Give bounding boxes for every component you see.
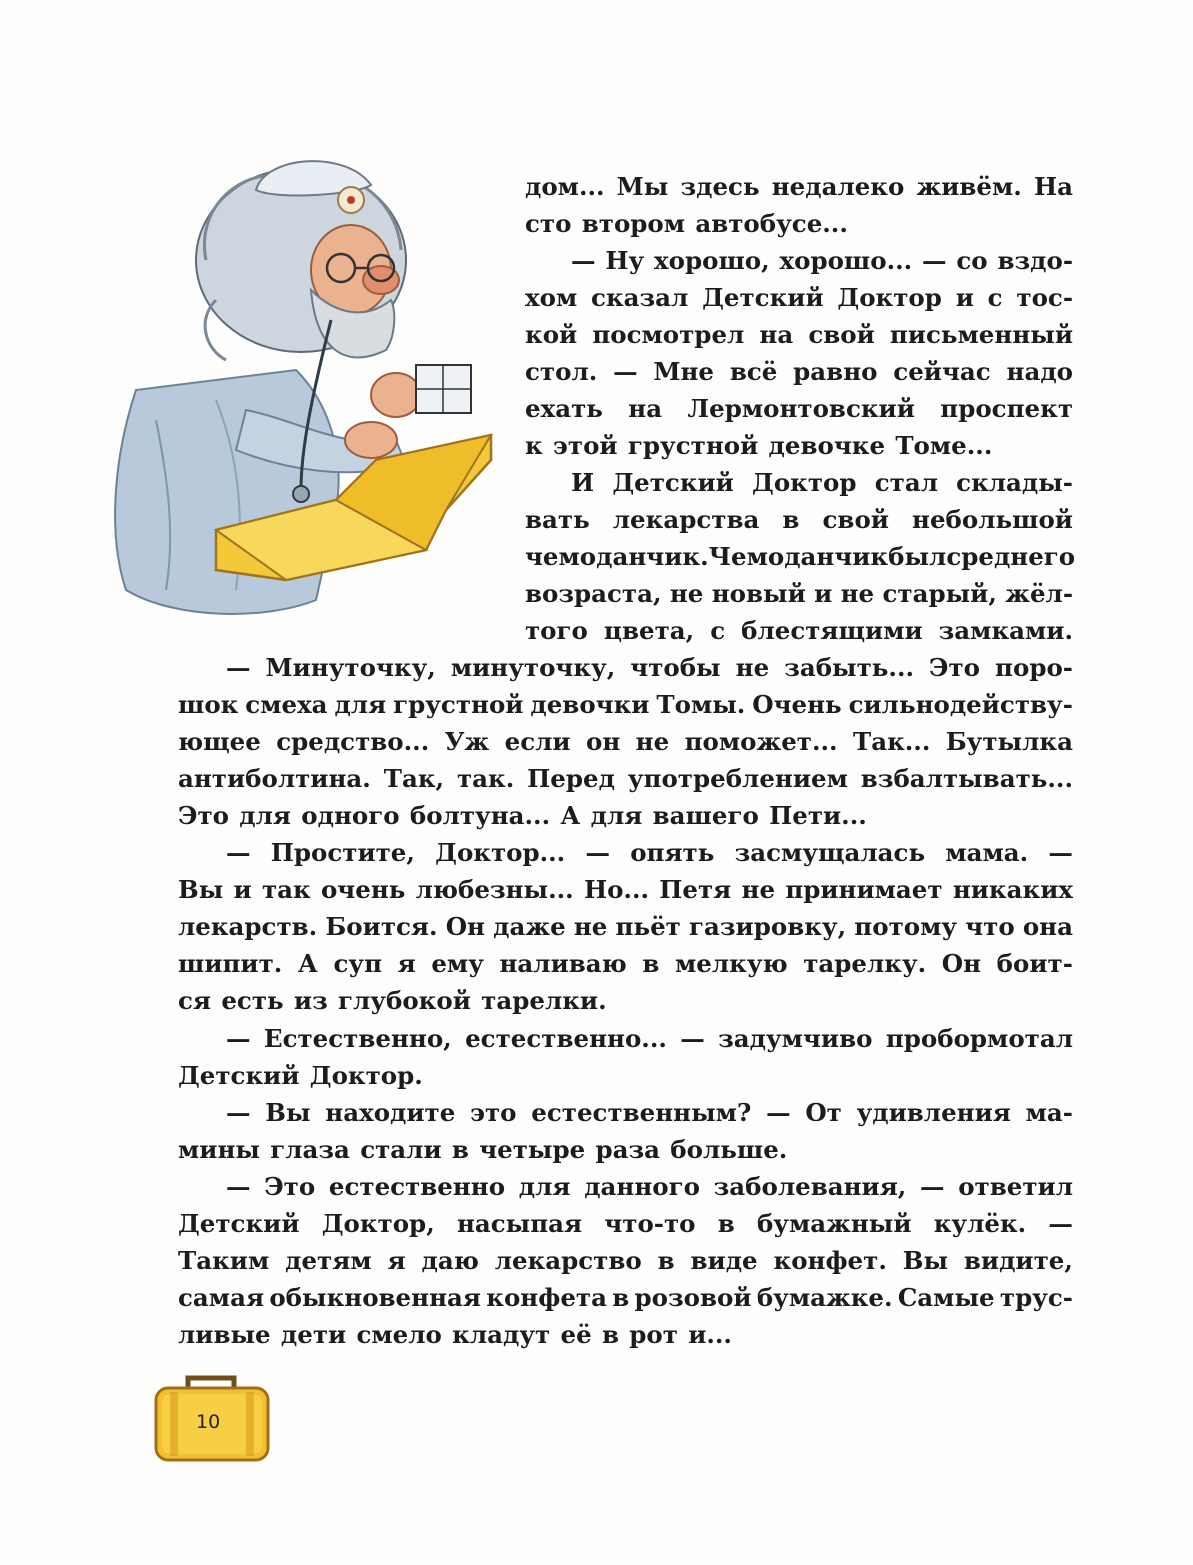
word: Очень — [752, 690, 842, 719]
word: замками. — [938, 616, 1073, 645]
word: даю — [421, 1246, 479, 1275]
word: вать — [525, 505, 590, 534]
word: не — [669, 579, 704, 608]
word: в — [601, 1320, 619, 1349]
word: конфета — [486, 1283, 607, 1312]
text-line — [525, 206, 1073, 242]
word: не — [635, 727, 670, 756]
word: Чемоданчик — [708, 542, 889, 571]
word: грустной — [393, 690, 524, 719]
word: не — [741, 875, 776, 904]
word: задумчиво — [718, 1024, 873, 1053]
word: Доктор... — [435, 838, 566, 867]
word: — — [226, 1024, 251, 1053]
word: в — [717, 1209, 735, 1238]
word: опять — [630, 838, 715, 867]
word: Минуточку, — [265, 653, 436, 682]
word: ющее — [178, 727, 261, 756]
word: естественно — [328, 1172, 506, 1201]
word: шок — [178, 690, 239, 719]
text-line — [226, 1095, 1073, 1131]
word: поможет... — [684, 727, 838, 756]
word: был — [888, 542, 947, 571]
word: в — [657, 1246, 675, 1275]
word: того — [525, 616, 588, 645]
word: цвета, — [603, 616, 695, 645]
word: Вы — [178, 875, 224, 904]
text-line — [178, 909, 1073, 945]
word: Так... — [852, 727, 931, 756]
word: что — [965, 912, 1015, 941]
word: девочки — [530, 690, 650, 719]
word: детям — [285, 1246, 372, 1275]
word: тарелку. — [803, 949, 927, 978]
word: Он — [941, 949, 982, 978]
word: старый, — [882, 579, 997, 608]
word: это — [470, 1098, 517, 1127]
text-line — [525, 317, 1073, 353]
word: кой — [525, 320, 578, 349]
word: лекарств. — [178, 912, 318, 941]
text-line — [571, 465, 1073, 501]
word: бумажке. — [756, 1283, 893, 1312]
word: втором — [581, 209, 686, 238]
word: самая — [178, 1283, 265, 1312]
word: — — [680, 1024, 705, 1053]
word: в — [782, 505, 800, 534]
text-line — [525, 280, 1073, 316]
word: хом — [525, 283, 578, 312]
word: На — [1033, 172, 1073, 201]
word: обыкновенная — [269, 1283, 481, 1312]
word: потому — [854, 912, 958, 941]
word: он — [585, 727, 621, 756]
word: Мне — [653, 357, 715, 386]
word: новый — [711, 579, 806, 608]
word: Томы. — [656, 690, 746, 719]
word: — — [766, 1098, 791, 1127]
word: ехать — [525, 394, 603, 423]
word: ся — [178, 986, 212, 1015]
word: ма- — [1025, 1098, 1073, 1127]
word: тарелки. — [481, 986, 607, 1015]
word: Перед — [527, 764, 615, 793]
word: здесь — [680, 172, 760, 201]
word: Доктор — [752, 468, 857, 497]
word: заболевания, — [713, 1172, 907, 1201]
word: Самые — [897, 1283, 995, 1312]
word: И — [571, 468, 595, 497]
word: бумажный — [756, 1209, 912, 1238]
word: тос- — [1016, 283, 1073, 312]
word: суп — [333, 949, 383, 978]
word: склады- — [956, 468, 1073, 497]
word: Боится. — [325, 912, 438, 941]
word: хорошо, — [654, 246, 770, 275]
word: — — [613, 357, 638, 386]
word: небольшой — [912, 505, 1073, 534]
word: хорошо... — [779, 246, 913, 275]
text-line — [226, 1169, 1073, 1205]
word: смело — [356, 1320, 442, 1349]
text-line — [178, 687, 1073, 723]
word: для — [334, 690, 387, 719]
word: А — [297, 949, 318, 978]
word: мины — [178, 1135, 260, 1164]
word: посмотрел — [592, 320, 745, 349]
text-line — [178, 1206, 1073, 1242]
word: Томе... — [895, 431, 993, 460]
word: больше. — [670, 1135, 788, 1164]
text-line — [178, 872, 1073, 908]
word: поро- — [995, 653, 1073, 682]
word: дети — [280, 1320, 347, 1349]
text-line — [226, 1021, 1073, 1057]
word: газировку, — [689, 912, 847, 941]
text-line — [525, 613, 1073, 649]
word: Так, — [383, 764, 445, 793]
word: видите, — [963, 1246, 1073, 1275]
word: боит- — [996, 949, 1073, 978]
word: для — [590, 801, 643, 830]
word: сильнодейству- — [848, 690, 1073, 719]
word: любезны... — [415, 875, 574, 904]
word: она — [1022, 912, 1073, 941]
word: пробормотал — [885, 1024, 1073, 1053]
word: Ну — [605, 246, 645, 275]
word: пьёт — [615, 912, 681, 941]
word: я — [397, 949, 416, 978]
text-line — [178, 1058, 1073, 1094]
word: Детский — [178, 1061, 300, 1090]
word: ливые — [178, 1320, 271, 1349]
word: ему — [431, 949, 484, 978]
word: письменный — [889, 320, 1073, 349]
word: Петя — [659, 875, 732, 904]
word: с — [710, 616, 726, 645]
word: стал — [874, 468, 938, 497]
word: недалеко — [771, 172, 905, 201]
word: Это — [929, 653, 981, 682]
word: если — [504, 727, 571, 756]
word: стол. — [525, 357, 598, 386]
word: шипит. — [178, 949, 283, 978]
word: так. — [456, 764, 515, 793]
word: Простите, — [270, 838, 415, 867]
word: болтуна... — [409, 801, 551, 830]
word: для — [239, 801, 292, 830]
word: всё — [729, 357, 778, 386]
word: Таким — [178, 1246, 270, 1275]
word: наливаю — [499, 949, 627, 978]
word: находите — [325, 1098, 456, 1127]
word: смеха — [245, 690, 328, 719]
word: розовой — [634, 1283, 752, 1312]
word: автобусе... — [695, 209, 848, 238]
word: не — [735, 653, 770, 682]
word: со — [956, 246, 988, 275]
word: — — [571, 246, 596, 275]
word: не — [573, 912, 608, 941]
word: А — [560, 801, 581, 830]
word: лекарства — [612, 505, 760, 534]
text-line — [525, 169, 1073, 205]
word: возраста, — [525, 579, 662, 608]
word: кулёк. — [933, 1209, 1027, 1238]
word: Бутылка — [945, 727, 1073, 756]
word: свой — [808, 320, 875, 349]
text-line — [525, 428, 1073, 464]
word: стали — [360, 1135, 442, 1164]
word: забыть... — [784, 653, 914, 682]
word: с — [987, 283, 1003, 312]
text-line — [525, 354, 1073, 390]
word: вашего — [652, 801, 759, 830]
word: среднего — [946, 542, 1076, 571]
word: что-то — [604, 1209, 696, 1238]
word: даже — [493, 912, 566, 941]
text-line — [178, 1243, 1073, 1279]
word: — — [226, 1098, 251, 1127]
word: глаза — [270, 1135, 350, 1164]
text-line — [525, 391, 1073, 427]
word: проспект — [940, 394, 1073, 423]
word: грустной — [627, 431, 759, 460]
word: насыпая — [456, 1209, 583, 1238]
word: жёл- — [1005, 579, 1073, 608]
text-line — [525, 576, 1073, 612]
text-line — [571, 243, 1073, 279]
word: — — [226, 653, 251, 682]
word: взбалтывать... — [860, 764, 1073, 793]
word: в — [642, 949, 660, 978]
word: принимает — [785, 875, 943, 904]
text-line — [178, 1317, 1073, 1353]
word: — — [585, 838, 610, 867]
word: минуточку, — [450, 653, 616, 682]
word: живём. — [916, 172, 1022, 201]
word: антиболтина. — [178, 764, 371, 793]
word: лекарство — [494, 1246, 642, 1275]
word: равно — [793, 357, 878, 386]
word: — — [226, 1172, 251, 1201]
word: дом... — [525, 172, 605, 201]
word: и — [955, 283, 974, 312]
word: Лермонтовский — [687, 394, 915, 423]
word: — — [1048, 838, 1073, 867]
text-line — [178, 1280, 1073, 1316]
word: употреблением — [627, 764, 848, 793]
word: удивления — [856, 1098, 1011, 1127]
word: мелкую — [674, 949, 788, 978]
word: ответил — [958, 1172, 1073, 1201]
text-line — [525, 539, 1076, 575]
word: Доктор — [837, 283, 942, 312]
word: для — [518, 1172, 571, 1201]
word: четыре — [479, 1135, 586, 1164]
word: в — [451, 1135, 469, 1164]
word: к — [525, 431, 543, 460]
word: из — [293, 986, 328, 1015]
word: и — [233, 875, 252, 904]
word: на — [628, 394, 663, 423]
text-line — [178, 724, 1073, 760]
word: чемоданчик. — [525, 542, 709, 571]
text-line — [178, 798, 1073, 834]
word: Вы — [902, 1246, 949, 1275]
word: Детский — [702, 283, 824, 312]
word: Пети... — [769, 801, 867, 830]
word: свой — [822, 505, 889, 534]
word: средство... — [276, 727, 430, 756]
word: так — [261, 875, 311, 904]
word: От — [805, 1098, 842, 1127]
word: конфет. — [773, 1246, 887, 1275]
text-line — [226, 835, 1073, 871]
word: и — [814, 579, 833, 608]
word: одного — [301, 801, 400, 830]
word: очень — [320, 875, 406, 904]
text-line — [178, 946, 1073, 982]
word: засмущалась — [734, 838, 926, 867]
word: рот — [629, 1320, 678, 1349]
word: Это — [178, 801, 230, 830]
word: Мы — [616, 172, 669, 201]
word: в — [612, 1283, 630, 1312]
word: Естественно, — [263, 1024, 452, 1053]
word: блестящими — [741, 616, 923, 645]
word: Уж — [444, 727, 490, 756]
word: есть — [221, 986, 284, 1015]
word: Он — [445, 912, 485, 941]
word: мама. — [945, 838, 1029, 867]
word: Вы — [265, 1098, 311, 1127]
word: на — [759, 320, 794, 349]
word: Доктор. — [309, 1061, 423, 1090]
word: чтобы — [630, 653, 721, 682]
word: естественно... — [465, 1024, 667, 1053]
text-line — [178, 983, 1073, 1019]
word: Детский — [178, 1209, 300, 1238]
word: сейчас — [893, 357, 991, 386]
word: — — [920, 1172, 945, 1201]
word: — — [1048, 1209, 1073, 1238]
word: я — [387, 1246, 406, 1275]
word: данного — [584, 1172, 700, 1201]
word: естественным? — [531, 1098, 752, 1127]
word: глубокой — [338, 986, 471, 1015]
word: виде — [690, 1246, 758, 1275]
word: раза — [595, 1135, 661, 1164]
word: Но... — [583, 875, 650, 904]
word: сто — [525, 209, 572, 238]
word: кладут — [452, 1320, 551, 1349]
text-line — [178, 1132, 1073, 1168]
word: сказал — [591, 283, 689, 312]
word: Это — [264, 1172, 316, 1201]
word: трус- — [999, 1283, 1073, 1312]
word: её — [560, 1320, 592, 1349]
word: — — [226, 838, 251, 867]
word: не — [840, 579, 875, 608]
page-number: 10 — [196, 1411, 221, 1433]
text-line — [226, 650, 1073, 686]
word: вздо- — [997, 246, 1073, 275]
text-line — [525, 502, 1073, 538]
word: никаких — [952, 875, 1073, 904]
word: Детский — [612, 468, 734, 497]
word: — — [922, 246, 947, 275]
word: девочке — [768, 431, 886, 460]
word: Доктор, — [321, 1209, 435, 1238]
word: и... — [688, 1320, 732, 1349]
word: этой — [552, 431, 618, 460]
text-line — [178, 761, 1073, 797]
word: надо — [1006, 357, 1073, 386]
